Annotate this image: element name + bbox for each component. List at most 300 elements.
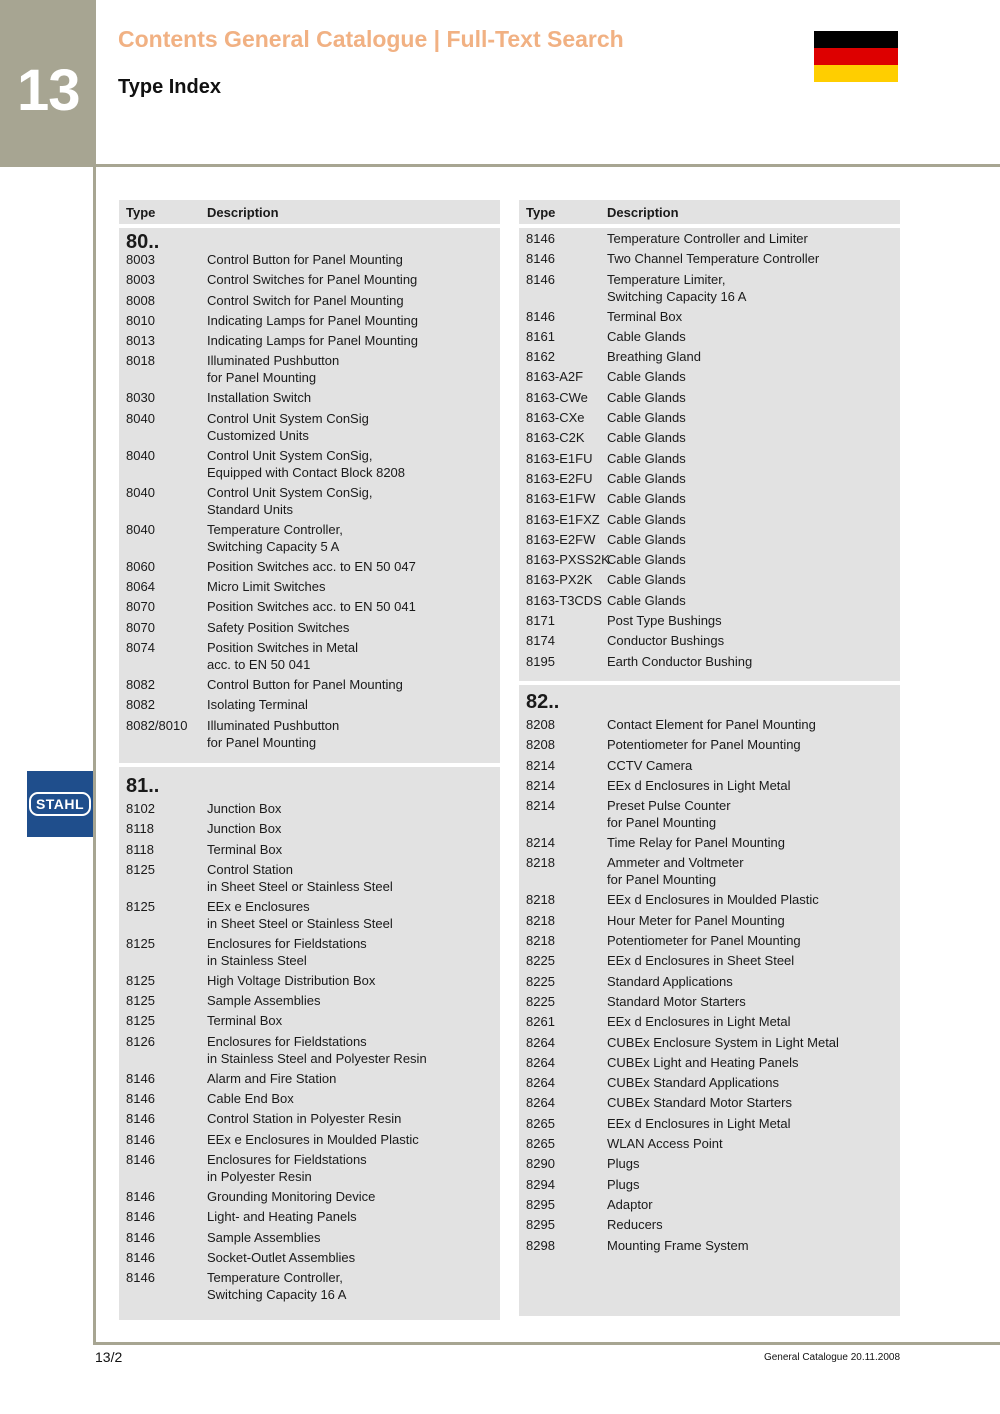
type-code: 8070 (126, 619, 155, 635)
description-line: EEx d Enclosures in Light Metal (607, 777, 791, 793)
type-code: 8125 (126, 1013, 155, 1029)
table-header (519, 200, 900, 224)
group-rows (119, 251, 500, 754)
type-code: 8146 (526, 308, 555, 324)
description-line: Indicating Lamps for Panel Mounting (207, 333, 419, 349)
type-description (207, 1249, 500, 1269)
description-line: Time Relay for Panel Mounting (607, 835, 785, 851)
description-line: EEx e Enclosures in Moulded Plastic (207, 1131, 419, 1147)
description-line: Sample Assemblies (207, 993, 321, 1009)
table-row (119, 619, 500, 639)
description-line: Temperature Controller, (207, 1270, 343, 1286)
type-description (607, 891, 900, 911)
description-line: CUBEx Standard Motor Starters (607, 1095, 792, 1111)
table-row (119, 1033, 500, 1070)
description-line: Standard Applications (607, 973, 733, 989)
table-row (519, 1094, 900, 1114)
type-description (207, 898, 500, 935)
type-description (607, 429, 900, 449)
description-line: in Polyester Resin (207, 1168, 312, 1184)
type-code: 8163-A2F (526, 369, 584, 385)
type-description (207, 1070, 500, 1090)
description-line: Cable End Box (207, 1091, 294, 1107)
table-row (119, 558, 500, 578)
table-row (119, 1188, 500, 1208)
description-line: Cable Glands (607, 450, 686, 466)
table-row (519, 348, 900, 368)
description-line: Temperature Controller and Limiter (607, 231, 808, 246)
description-line: Isolating Terminal (207, 697, 308, 713)
page-number: 13/2 (95, 1349, 123, 1365)
type-description (607, 1013, 900, 1033)
left-margin-rule (93, 167, 96, 1345)
type-description (607, 571, 900, 591)
table-row (119, 800, 500, 820)
type-code: 8163-CXe (526, 410, 585, 426)
description-line: Cable Glands (607, 470, 686, 486)
table-row (519, 368, 900, 388)
type-code: 8082/8010 (126, 717, 188, 733)
type-code: 8146 (126, 1249, 155, 1265)
type-code: 8126 (126, 1033, 155, 1049)
type-code: 8261 (526, 1014, 555, 1030)
type-code: 8265 (526, 1115, 555, 1131)
table-row (119, 447, 500, 484)
description-line: Ammeter and Voltmeter (607, 855, 744, 871)
type-description (607, 409, 900, 429)
description-line: in Stainless Steel (207, 952, 307, 968)
type-code: 8225 (526, 953, 555, 969)
type-code: 8163-E2FU (526, 470, 593, 486)
description-line: EEx d Enclosures in Moulded Plastic (607, 892, 819, 908)
type-description (207, 1208, 500, 1228)
type-description (607, 1054, 900, 1074)
type-description (207, 251, 500, 271)
type-description (607, 973, 900, 993)
group-heading: 80.. (126, 231, 160, 253)
description-line: CUBEx Light and Heating Panels (607, 1054, 799, 1070)
table-row (519, 328, 900, 348)
description-line: Post Type Bushings (607, 613, 722, 629)
table-row (119, 1070, 500, 1090)
type-description (207, 619, 500, 639)
type-description (607, 1237, 900, 1257)
type-description (607, 952, 900, 972)
table-row (519, 1054, 900, 1074)
type-description (607, 490, 900, 510)
description-line: Mounting Frame System (607, 1237, 749, 1253)
table-row (119, 639, 500, 676)
type-code: 8264 (526, 1054, 555, 1070)
type-description (607, 348, 900, 368)
description-line: Position Switches in Metal (207, 639, 359, 655)
description-line: Cable Glands (607, 410, 686, 426)
description-line: Cable Glands (607, 511, 686, 527)
type-code: 8294 (526, 1176, 555, 1192)
type-code: 8214 (526, 757, 555, 773)
table-row (119, 312, 500, 332)
table-row (519, 912, 900, 932)
type-code: 8010 (126, 312, 155, 328)
type-code: 8146 (126, 1070, 155, 1086)
description-line: Conductor Bushings (607, 633, 725, 649)
type-description (207, 578, 500, 598)
description-line: in Stainless Steel and Polyester Resin (207, 1050, 427, 1066)
type-description (207, 447, 500, 484)
type-description (607, 328, 900, 348)
type-column-header: Type (126, 204, 156, 220)
table-row (519, 932, 900, 952)
catalogue-title[interactable]: Contents General Catalogue | Full-Text Search (118, 26, 624, 52)
type-code: 8018 (126, 353, 155, 369)
table-row (119, 484, 500, 521)
type-description (607, 450, 900, 470)
type-code: 8290 (526, 1156, 555, 1172)
type-description (607, 271, 900, 308)
type-code: 8214 (526, 835, 555, 851)
type-description (207, 271, 500, 291)
stahl-logo-icon (27, 771, 93, 837)
table-row (119, 1131, 500, 1151)
description-line: Light- and Heating Panels (207, 1209, 357, 1225)
description-line: Control Station in Polyester Resin (207, 1111, 402, 1127)
type-code: 8218 (526, 855, 555, 871)
description-line: Sample Assemblies (207, 1229, 321, 1245)
description-line: Cable Glands (607, 552, 686, 568)
table-row (119, 841, 500, 861)
type-description (207, 521, 500, 558)
description-line: Potentiometer for Panel Mounting (607, 933, 801, 949)
description-line: CUBEx Enclosure System in Light Metal (607, 1034, 839, 1050)
table-row (119, 1249, 500, 1269)
type-description (607, 308, 900, 328)
table-row (119, 410, 500, 447)
type-code: 8163-C2K (526, 430, 585, 446)
type-description (207, 1110, 500, 1130)
table-row (119, 1012, 500, 1032)
table-row (119, 696, 500, 716)
table-row (119, 578, 500, 598)
group-82 (519, 685, 900, 1316)
description-line: Control Switches for Panel Mounting (207, 272, 418, 288)
description-line: Cable Glands (607, 531, 686, 547)
description-line: Control Unit System ConSig, (207, 484, 373, 500)
type-description (207, 1090, 500, 1110)
description-line: Position Switches acc. to EN 50 041 (207, 599, 416, 615)
description-line: Control Switch for Panel Mounting (207, 292, 404, 308)
description-column-header: Description (207, 204, 279, 220)
type-code: 8295 (526, 1196, 555, 1212)
description-line: Junction Box (207, 801, 282, 816)
table-row (519, 1237, 900, 1257)
table-row (519, 571, 900, 591)
type-description (207, 410, 500, 447)
type-description (207, 717, 500, 754)
table-row (519, 952, 900, 972)
description-line: Safety Position Switches (207, 619, 350, 635)
type-code: 8118 (126, 821, 154, 837)
type-code: 8030 (126, 390, 155, 406)
type-description (607, 389, 900, 409)
table-row (519, 716, 900, 736)
table-row (119, 389, 500, 409)
description-line: Cable Glands (607, 369, 686, 385)
table-row (519, 1074, 900, 1094)
table-row (519, 653, 900, 673)
type-code: 8218 (526, 892, 555, 908)
type-code: 8163-PXSS2K (526, 552, 610, 568)
type-description (607, 777, 900, 797)
description-line: Control Station (207, 861, 293, 877)
type-code: 8125 (126, 972, 155, 988)
description-line: Cable Glands (607, 572, 686, 588)
header-divider (96, 164, 1000, 167)
type-description (607, 612, 900, 632)
description-line: Alarm and Fire Station (207, 1070, 337, 1086)
type-code: 8125 (126, 861, 155, 877)
description-line: Switching Capacity 5 A (207, 538, 340, 554)
description-line: Junction Box (207, 821, 282, 837)
table-row (519, 1196, 900, 1216)
description-line: EEx d Enclosures in Light Metal (607, 1014, 791, 1030)
table-row (519, 973, 900, 993)
description-line: Earth Conductor Bushing (607, 653, 753, 669)
description-line: Plugs (607, 1176, 640, 1192)
table-row (119, 598, 500, 618)
table-row (519, 470, 900, 490)
description-line: Customized Units (207, 427, 309, 443)
type-code: 8064 (126, 579, 155, 595)
table-row (519, 1135, 900, 1155)
table-row (519, 1155, 900, 1175)
description-line: Contact Element for Panel Mounting (607, 717, 816, 732)
type-code: 8070 (126, 599, 155, 615)
table-row (519, 797, 900, 834)
type-code: 8003 (126, 252, 155, 267)
type-code: 8118 (126, 841, 154, 857)
description-line: Control Unit System ConSig, (207, 447, 373, 463)
group-81-continued (519, 228, 900, 681)
type-code: 8295 (526, 1217, 555, 1233)
description-line: Enclosures for Fieldstations (207, 1033, 367, 1049)
table-row (119, 332, 500, 352)
description-line: for Panel Mounting (607, 872, 717, 888)
type-description (207, 312, 500, 332)
description-line: Grounding Monitoring Device (207, 1188, 376, 1204)
description-line: Position Switches acc. to EN 50 047 (207, 558, 416, 574)
table-row (119, 861, 500, 898)
description-column-header: Description (607, 204, 679, 220)
type-code: 8171 (526, 613, 555, 629)
type-description (607, 736, 900, 756)
type-code: 8146 (126, 1188, 155, 1204)
type-description (607, 797, 900, 834)
type-code: 8163-CWe (526, 389, 588, 405)
type-code: 8040 (126, 447, 155, 463)
type-code: 8146 (126, 1151, 155, 1167)
type-description (207, 1012, 500, 1032)
type-code: 8163-T3CDS (526, 592, 602, 608)
type-description (207, 598, 500, 618)
type-description (207, 332, 500, 352)
description-line: Illuminated Pushbutton (207, 353, 340, 369)
table-row (119, 1090, 500, 1110)
type-description (207, 558, 500, 578)
description-line: Two Channel Temperature Controller (607, 251, 820, 267)
description-line: Standard Units (207, 501, 293, 517)
type-code: 8146 (126, 1131, 155, 1147)
type-column-header: Type (526, 204, 556, 220)
type-description (607, 1074, 900, 1094)
table-row (119, 935, 500, 972)
type-code: 8125 (126, 898, 155, 914)
type-description (607, 632, 900, 652)
description-line: in Sheet Steel or Stainless Steel (207, 915, 393, 931)
description-line: Control Unit System ConSig (207, 410, 369, 426)
type-code: 8162 (526, 349, 555, 365)
table-row (519, 551, 900, 571)
type-code: 8008 (126, 292, 155, 308)
group-81 (119, 767, 500, 1320)
type-description (207, 935, 500, 972)
type-code: 8146 (126, 1209, 155, 1225)
description-line: for Panel Mounting (207, 734, 317, 750)
table-row (119, 1110, 500, 1130)
description-line: Cable Glands (607, 491, 686, 507)
germany-flag-icon (814, 31, 898, 82)
group-rows (119, 800, 500, 1306)
description-line: EEx e Enclosures (207, 898, 310, 914)
description-line: Terminal Box (207, 1013, 283, 1029)
table-row (519, 250, 900, 270)
group-heading: 81.. (126, 775, 160, 797)
type-description (607, 1155, 900, 1175)
table-row (519, 450, 900, 470)
table-row (519, 389, 900, 409)
type-description (207, 800, 500, 820)
type-description (607, 592, 900, 612)
table-row (519, 230, 900, 250)
table-row (519, 511, 900, 531)
description-line: Temperature Controller, (207, 521, 343, 537)
type-description (207, 1269, 500, 1306)
type-code: 8163-PX2K (526, 572, 593, 588)
footer-divider (93, 1342, 1000, 1345)
table-header (119, 200, 500, 224)
description-line: Cable Glands (607, 430, 686, 446)
type-code: 8146 (126, 1091, 155, 1107)
type-description (207, 389, 500, 409)
type-code: 8225 (526, 993, 555, 1009)
description-line: Enclosures for Fieldstations (207, 1151, 367, 1167)
type-description (607, 1115, 900, 1135)
table-row (519, 1176, 900, 1196)
description-line: Indicating Lamps for Panel Mounting (207, 312, 419, 328)
table-row (519, 777, 900, 797)
description-line: Control Button for Panel Mounting (207, 252, 403, 267)
table-row (519, 834, 900, 854)
type-description (607, 551, 900, 571)
table-row (519, 409, 900, 429)
table-row (119, 676, 500, 696)
description-line: High Voltage Distribution Box (207, 972, 376, 988)
description-line: for Panel Mounting (607, 815, 717, 831)
description-line: CCTV Camera (607, 757, 693, 773)
table-row (519, 271, 900, 308)
type-description (207, 1229, 500, 1249)
type-description (607, 1034, 900, 1054)
type-code: 8040 (126, 484, 155, 500)
type-description (207, 484, 500, 521)
description-line: Cable Glands (607, 389, 686, 405)
type-code: 8163-E1FW (526, 491, 596, 507)
type-description (207, 820, 500, 840)
type-description (207, 696, 500, 716)
table-row (119, 992, 500, 1012)
type-code: 8264 (526, 1075, 555, 1091)
type-description (207, 1188, 500, 1208)
group-rows (519, 716, 900, 1257)
description-line: CUBEx Standard Applications (607, 1075, 779, 1091)
table-row (519, 490, 900, 510)
type-description (207, 639, 500, 676)
type-description (607, 757, 900, 777)
description-line: Switching Capacity 16 A (607, 288, 747, 304)
description-line: Plugs (607, 1156, 640, 1172)
type-code: 8163-E1FXZ (526, 511, 600, 527)
table-row (519, 736, 900, 756)
group-80 (119, 228, 500, 763)
table-row (519, 1216, 900, 1236)
type-description (607, 368, 900, 388)
type-code: 8040 (126, 410, 155, 426)
description-line: Switching Capacity 16 A (207, 1287, 347, 1303)
table-row (119, 1151, 500, 1188)
type-description (607, 511, 900, 531)
type-code: 8195 (526, 653, 555, 669)
type-description (207, 292, 500, 312)
table-row (119, 717, 500, 754)
type-code: 8298 (526, 1237, 555, 1253)
section-title: Type Index (118, 76, 221, 98)
description-line: for Panel Mounting (207, 370, 317, 386)
type-code: 8082 (126, 697, 155, 713)
type-description (607, 1196, 900, 1216)
type-code: 8174 (526, 633, 555, 649)
table-row (519, 1013, 900, 1033)
type-description (607, 1135, 900, 1155)
type-description (607, 250, 900, 270)
table-row (519, 757, 900, 777)
description-line: Breathing Gland (607, 349, 701, 365)
type-code: 8074 (126, 639, 155, 655)
description-line: Equipped with Contact Block 8208 (207, 464, 406, 480)
type-description (607, 912, 900, 932)
type-description (607, 653, 900, 673)
table-row (519, 891, 900, 911)
type-description (207, 992, 500, 1012)
brand-logo-text: STAHL (29, 792, 91, 816)
description-line: acc. to EN 50 041 (207, 656, 311, 672)
description-line: Terminal Box (607, 308, 683, 324)
type-description (207, 676, 500, 696)
type-code: 8125 (126, 993, 155, 1009)
description-line: Control Button for Panel Mounting (207, 676, 403, 692)
type-code: 8146 (526, 271, 555, 287)
type-description (207, 352, 500, 389)
type-code: 8264 (526, 1034, 555, 1050)
table-row (519, 612, 900, 632)
